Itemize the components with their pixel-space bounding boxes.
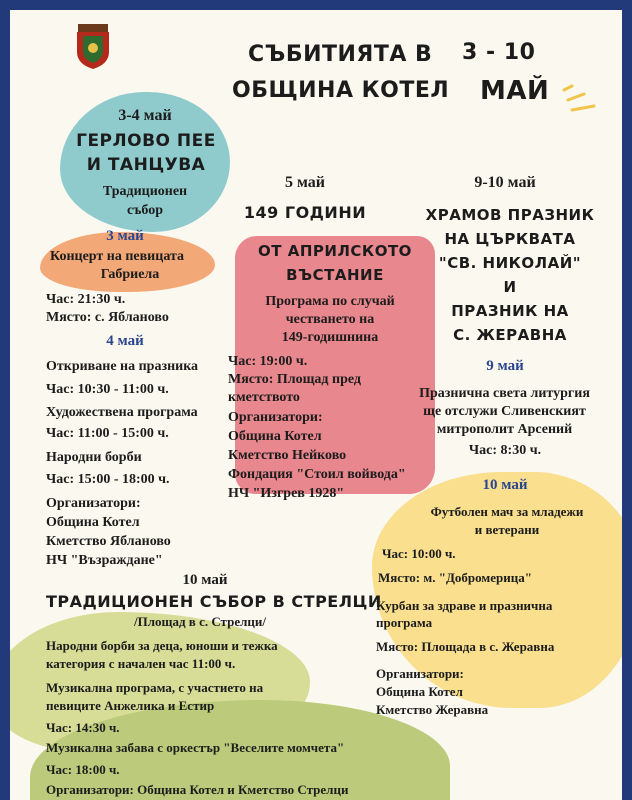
strelci-time-2: Час: 18:00 ч. [46,762,120,777]
may3-place: Място: с. Ябланово [46,310,169,325]
may10r-kurban-2: програма [376,615,433,630]
may910-title-3: "СВ. НИКОЛАЙ" [438,254,582,272]
may910-date: 9-10 май [474,174,536,191]
gerlovo-sub-2: събор [127,203,163,218]
strelci-line-1: Народни борби за деца, юноши и тежка [46,638,278,653]
may4-opening-time: Час: 10:30 - 11:00 ч. [46,382,169,397]
may4-org-1: Община Котел [46,515,140,530]
gerlovo-title-1: ГЕРЛОВО ПЕЕ [76,131,216,151]
may9-line-3: митрополит Арсений [436,422,573,437]
may10r-org-2: Кметство Жеравна [376,702,489,717]
gerlovo-title-2: И ТАНЦУВА [86,155,206,175]
may910-title-6: С. ЖЕРАВНА [453,326,567,344]
may3-time: Час: 21:30 ч. [46,292,126,307]
strelci-date: 10 май [182,572,228,588]
may910-title-4: И [503,278,517,296]
may5-org-4: НЧ "Изгрев 1928" [228,486,345,501]
may5-place-1: Място: Площад пред [228,372,361,387]
may9-time: Час: 8:30 ч. [468,443,542,458]
may4-org-2: Кметство Ябланово [46,534,171,549]
may10r-football-2: и ветерани [474,522,540,537]
strelci-line-5: Музикална забава с оркестър "Веселите момчета" [46,740,345,755]
may5-place-2: кметството [228,390,300,405]
header-dates-top: 3 - 10 [462,40,536,65]
may5-desc-3: 149-годишнина [281,330,379,345]
may3-line-2: Габриела [100,267,160,282]
may10r-date: 10 май [482,477,528,493]
may10r-org-1: Община Котел [376,684,463,699]
may9-line-2: ще отслужи Сливенският [423,404,586,419]
may10r-org-label: Организатори: [376,666,464,681]
may9-date: 9 май [486,358,524,374]
may4-org-3: НЧ "Възраждане" [46,553,163,568]
may9-line-1: Празнична света литургия [419,386,590,401]
coat-of-arms-icon [74,22,112,70]
strelci-line-4: певиците Анжелика и Естир [46,698,215,713]
may5-org-1: Община Котел [228,429,322,444]
may5-years: 149 ГОДИНИ [243,203,367,222]
may3-date: 3 май [106,228,144,244]
may5-title-2: ВЪСТАНИЕ [286,266,384,284]
may4-org-label: Организатори: [46,496,141,511]
may5-org-2: Кметство Нейково [228,448,347,463]
gerlovo-sub-1: Традиционен [102,184,188,199]
strelci-title: ТРАДИЦИОНЕН СЪБОР В СТРЕЛЦИ [46,592,382,611]
may4-opening: Откриване на празника [46,359,199,374]
may4-wrestling-time: Час: 15:00 - 18:00 ч. [46,472,170,487]
event-poster [10,10,622,800]
may4-date: 4 май [106,333,144,349]
may5-org-3: Фондация "Стоил войвода" [228,467,406,482]
strelci-org: Организатори: Община Котел и Кметство Стрелци [46,782,349,797]
may4-wrestling: Народни борби [46,450,142,465]
may10r-football-1: Футболен мач за младежи [430,504,584,519]
strelci-line-2: категория с начален час 11:00 ч. [46,656,236,671]
header-title-line1: СЪБИТИЯТА В [248,42,433,67]
may5-time: Час: 19:00 ч. [228,354,308,369]
strelci-time-1: Час: 14:30 ч. [46,720,120,735]
may10r-place2: Място: Площада в с. Жеравна [376,639,555,654]
may910-title-2: НА ЦЪРКВАТА [444,230,576,248]
header-title-line2: ОБЩИНА КОТЕЛ [232,78,450,103]
may910-title-5: ПРАЗНИК НА [451,302,569,320]
may10r-time: Час: 10:00 ч. [382,546,456,561]
may910-title-1: ХРАМОВ ПРАЗНИК [425,206,595,224]
may5-desc-1: Програма по случай [265,294,395,309]
may5-title-1: ОТ АПРИЛСКОТО [258,242,412,260]
may5-desc-2: честването на [285,312,375,327]
may10r-place: Място: м. "Добромерица" [378,570,532,585]
may4-program: Художествена програма [46,405,198,420]
sun-rays-icon [560,84,600,124]
header-dates-bottom: МАЙ [480,76,550,106]
may5-date: 5 май [284,174,325,191]
may5-org-label: Организатори: [228,410,323,425]
gerlovo-date: 3-4 май [118,107,172,124]
may3-line-1: Концерт на певицата [50,249,185,264]
may10r-kurban-1: Курбан за здраве и празнична [376,598,553,613]
strelci-line-3: Музикална програма, с участието на [46,680,264,695]
strelci-place: /Площад в с. Стрелци/ [133,614,266,629]
may4-program-time: Час: 11:00 - 15:00 ч. [46,426,169,441]
